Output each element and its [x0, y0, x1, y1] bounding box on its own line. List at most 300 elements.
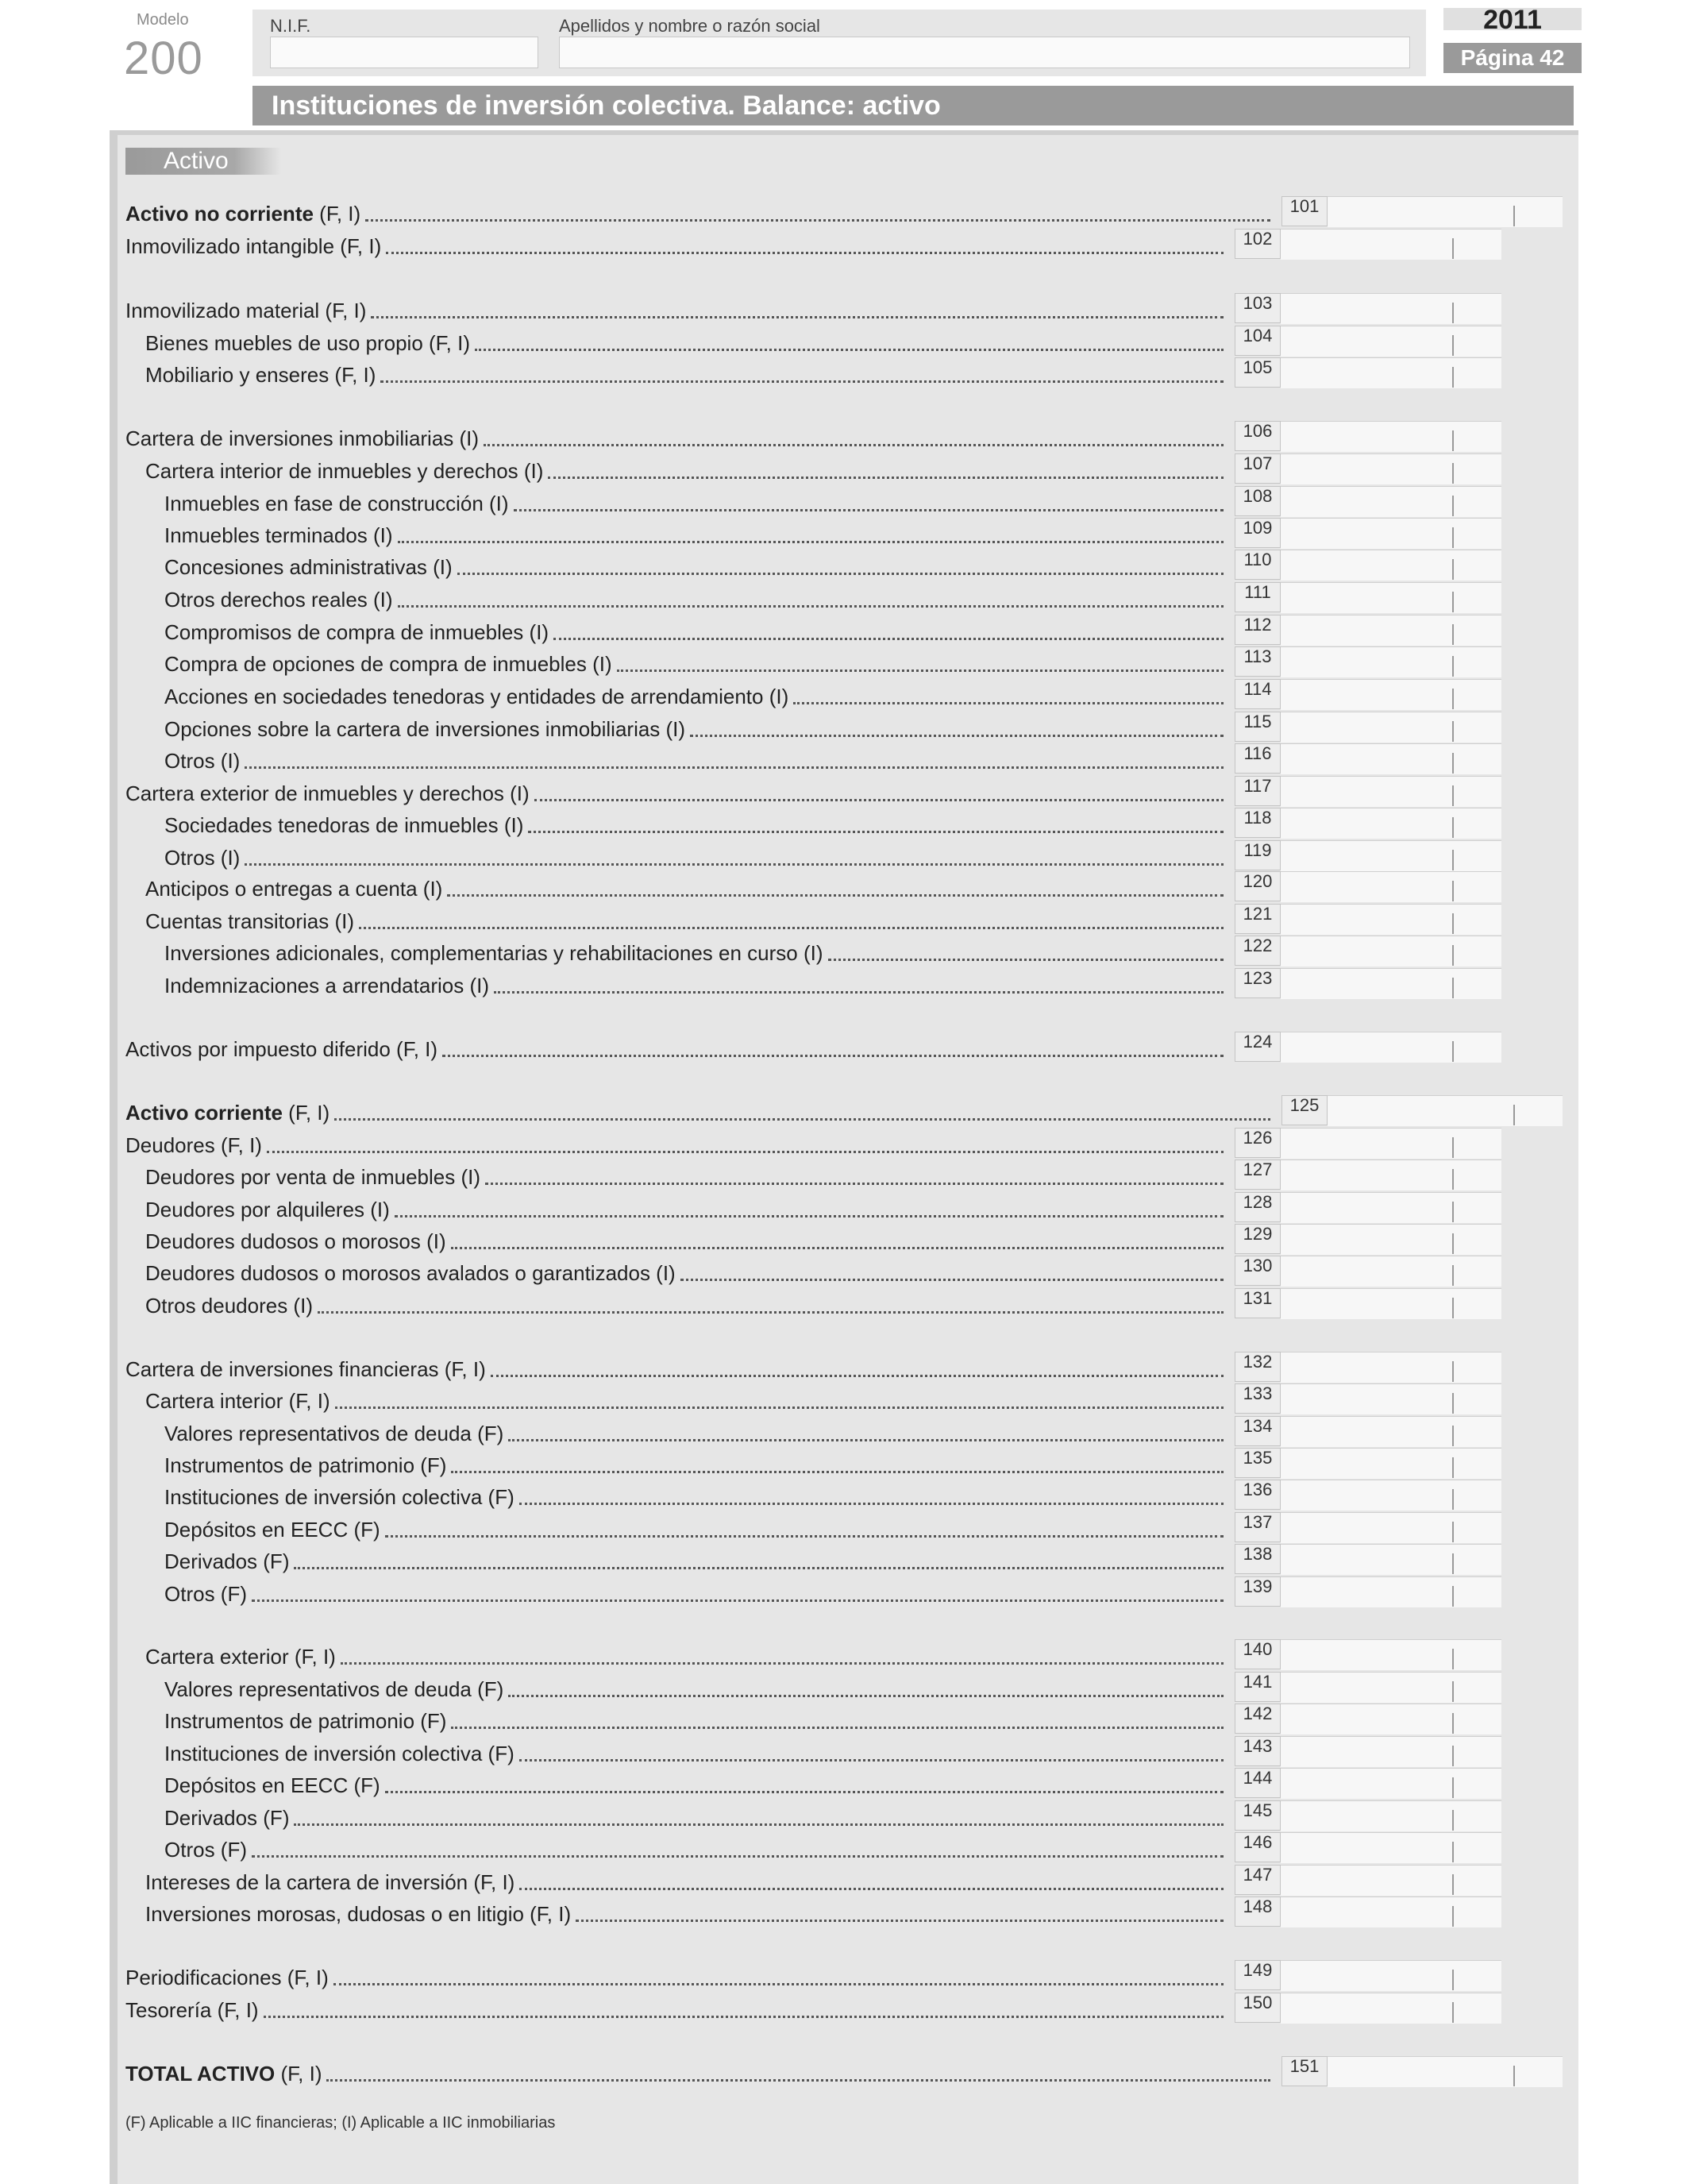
row-label-text: Compra de opciones de compra de inmuebles (I): [164, 652, 612, 676]
form-row: [0, 2056, 1688, 2088]
box-code: 140: [1235, 1639, 1281, 1669]
decimal-separator: [1452, 1970, 1454, 1990]
form-row: [0, 936, 1688, 967]
amount-field[interactable]: [1281, 1383, 1501, 1414]
row-label-bold: TOTAL ACTIVO: [125, 2062, 276, 2086]
dot-leader: [245, 863, 1224, 866]
dot-leader: [451, 1247, 1224, 1249]
box-code: 104: [1235, 326, 1281, 356]
form-row: [0, 582, 1688, 614]
decimal-separator: [1452, 1169, 1454, 1190]
dot-leader: [380, 380, 1224, 383]
dot-leader: [553, 638, 1224, 640]
form-row: [0, 1639, 1688, 1671]
row-label-text: Valores representativos de deuda (F): [164, 1677, 504, 1701]
amount-field[interactable]: [1281, 229, 1501, 260]
box-code: 119: [1235, 840, 1281, 870]
row-label-text: Depósitos en EECC (F): [164, 1773, 380, 1797]
box-code: 129: [1235, 1224, 1281, 1254]
decimal-separator: [1452, 335, 1454, 356]
dot-leader: [442, 1055, 1224, 1057]
dot-leader: [491, 1375, 1224, 1377]
panel-top-edge: [110, 130, 1578, 135]
row-label: [145, 1389, 330, 1414]
amount-field[interactable]: [1281, 1639, 1501, 1670]
amount-field[interactable]: [1281, 1576, 1501, 1607]
box-code: 134: [1235, 1416, 1281, 1446]
dot-leader: [528, 831, 1224, 833]
dot-leader: [398, 541, 1224, 543]
row-label-text: Deudores dudosos o morosos avalados o garantizados (I): [145, 1261, 676, 1285]
box-code: 103: [1235, 293, 1281, 323]
row-label-text: Cartera de inversiones financieras (F, I): [125, 1357, 486, 1381]
dot-leader: [267, 1151, 1224, 1153]
box-code: 126: [1235, 1128, 1281, 1158]
form-row: [0, 1224, 1688, 1256]
dot-leader: [534, 799, 1224, 801]
amount-field[interactable]: [1281, 615, 1501, 646]
box-code: 131: [1235, 1288, 1281, 1318]
decimal-separator: [1452, 463, 1454, 484]
decimal-separator: [1452, 978, 1454, 998]
row-label-text: Deudores por venta de inmuebles (I): [145, 1165, 481, 1189]
row-label: [125, 1133, 262, 1158]
amount-field[interactable]: [1281, 776, 1501, 807]
amount-field[interactable]: [1281, 421, 1501, 452]
form-row: [0, 326, 1688, 357]
decimal-separator: [1452, 689, 1454, 709]
form-row: [0, 1352, 1688, 1383]
row-label-text: Inmuebles terminados (I): [164, 523, 393, 547]
amount-field[interactable]: [1281, 1704, 1501, 1734]
dot-leader: [447, 894, 1224, 897]
dot-leader: [828, 959, 1224, 961]
amount-field[interactable]: [1281, 1960, 1501, 1991]
row-label: [164, 813, 523, 838]
dot-leader: [475, 349, 1224, 351]
row-label-text: (F, I): [313, 202, 361, 226]
amount-field[interactable]: [1328, 196, 1563, 227]
row-label: [164, 685, 788, 709]
amount-field[interactable]: [1281, 936, 1501, 967]
dot-leader: [365, 219, 1270, 222]
amount-field[interactable]: [1281, 357, 1501, 388]
amount-field[interactable]: [1281, 326, 1501, 357]
form-row: [0, 1736, 1688, 1768]
form-row: [0, 1095, 1688, 1127]
form-row: [0, 1383, 1688, 1415]
row-label: [125, 2062, 322, 2086]
amount-field[interactable]: [1281, 1672, 1501, 1703]
row-label-text: Instrumentos de patrimonio (F): [164, 1709, 447, 1733]
dot-leader: [326, 2079, 1270, 2082]
row-label: [164, 1742, 514, 1766]
form-row: [0, 1832, 1688, 1864]
row-label-text: Indemnizaciones a arrendatarios (I): [164, 974, 489, 997]
box-code: 136: [1235, 1480, 1281, 1510]
row-label: [164, 523, 393, 548]
amount-field[interactable]: [1281, 646, 1501, 677]
row-label-bold: Activo no corriente: [125, 202, 314, 226]
box-code: 128: [1235, 1192, 1281, 1222]
decimal-separator: [1452, 1649, 1454, 1669]
form-row: [0, 1480, 1688, 1511]
form-row: [0, 1288, 1688, 1320]
amount-field[interactable]: [1281, 1865, 1501, 1896]
amount-field[interactable]: [1281, 871, 1501, 902]
decimal-separator: [1452, 430, 1454, 451]
amount-field[interactable]: [1328, 1095, 1563, 1126]
row-label: [145, 459, 543, 484]
amount-field[interactable]: [1281, 1993, 1501, 2024]
amount-field[interactable]: [1281, 1800, 1501, 1831]
row-label-text: Periodificaciones (F, I): [125, 1966, 329, 1989]
amount-field[interactable]: [1281, 904, 1501, 935]
amount-field[interactable]: [1281, 1032, 1501, 1063]
row-label: [164, 1838, 247, 1862]
amount-field[interactable]: [1281, 1256, 1501, 1287]
form-row: [0, 1960, 1688, 1992]
amount-field[interactable]: [1281, 1448, 1501, 1479]
dot-leader: [395, 1215, 1224, 1217]
dot-leader: [793, 702, 1224, 704]
row-label-text: Cartera interior de inmuebles y derechos (I): [145, 459, 544, 483]
box-code: 150: [1235, 1993, 1281, 2023]
amount-field[interactable]: [1281, 486, 1501, 517]
amount-field[interactable]: [1281, 1288, 1501, 1319]
row-label-text: Inversiones morosas, dudosas o en litigio (F, I): [145, 1902, 572, 1926]
box-code: 147: [1235, 1865, 1281, 1895]
row-label: [125, 1101, 330, 1125]
amount-field[interactable]: [1281, 968, 1501, 999]
amount-field[interactable]: [1281, 453, 1501, 484]
box-code: 146: [1235, 1832, 1281, 1862]
decimal-separator: [1452, 1202, 1454, 1222]
form-row: [0, 712, 1688, 743]
row-label-bold: Activo corriente: [125, 1101, 283, 1125]
box-code: 125: [1281, 1095, 1328, 1125]
row-label: [164, 555, 453, 580]
amount-field[interactable]: [1281, 840, 1501, 871]
amount-field[interactable]: [1281, 1480, 1501, 1511]
section-header: Activo: [125, 148, 281, 175]
amount-field[interactable]: [1281, 293, 1501, 324]
box-code: 113: [1235, 646, 1281, 677]
decimal-separator: [1452, 238, 1454, 259]
box-code: 139: [1235, 1576, 1281, 1607]
dot-leader: [385, 1535, 1224, 1538]
box-code: 149: [1235, 1960, 1281, 1990]
row-label-text: Otros (F): [164, 1838, 247, 1862]
dot-leader: [264, 2016, 1224, 2018]
decimal-separator: [1452, 1906, 1454, 1927]
decimal-separator: [1452, 1041, 1454, 1062]
decimal-separator: [1452, 1489, 1454, 1510]
row-label-text: (F, I): [282, 1101, 330, 1125]
row-label: [125, 1037, 437, 1062]
amount-field[interactable]: [1281, 1736, 1501, 1767]
row-label: [164, 1582, 247, 1607]
dot-leader: [334, 1118, 1270, 1121]
box-code: 135: [1235, 1448, 1281, 1478]
row-label-text: Deudores por alquileres (I): [145, 1198, 390, 1221]
decimal-separator: [1452, 1586, 1454, 1607]
box-code: 120: [1235, 871, 1281, 901]
form-row: [0, 1865, 1688, 1897]
amount-field[interactable]: [1281, 550, 1501, 581]
form-row: [0, 1768, 1688, 1800]
form-row: [0, 453, 1688, 485]
row-label: [164, 1422, 503, 1446]
form-row: [0, 486, 1688, 518]
decimal-separator: [1452, 1681, 1454, 1702]
row-label: [125, 1966, 329, 1990]
row-label-text: Sociedades tenedoras de inmuebles (I): [164, 813, 524, 837]
box-code: 127: [1235, 1160, 1281, 1190]
dot-leader: [359, 927, 1224, 929]
amount-field[interactable]: [1281, 1160, 1501, 1190]
dot-leader: [294, 1567, 1224, 1569]
row-label: [125, 299, 366, 323]
amount-field[interactable]: [1328, 2056, 1563, 2087]
box-code: 118: [1235, 808, 1281, 838]
form-row: [0, 743, 1688, 775]
row-label-text: Valores representativos de deuda (F): [164, 1422, 504, 1445]
row-label: [145, 331, 470, 356]
amount-field[interactable]: [1281, 1768, 1501, 1799]
form-row: [0, 776, 1688, 808]
amount-field[interactable]: [1281, 1352, 1501, 1383]
form-row: [0, 1993, 1688, 2024]
dot-leader: [451, 1471, 1224, 1473]
form-row: [0, 293, 1688, 325]
row-label-text: Otros derechos reales (I): [164, 588, 393, 612]
row-label: [164, 1709, 446, 1734]
amount-field[interactable]: [1281, 582, 1501, 613]
decimal-separator: [1452, 496, 1454, 516]
row-label: [164, 717, 685, 742]
dot-leader: [690, 735, 1224, 737]
row-label-text: Bienes muebles de uso propio (F, I): [145, 331, 470, 355]
box-code: 117: [1235, 776, 1281, 806]
decimal-separator: [1452, 559, 1454, 580]
decimal-separator: [1452, 1553, 1454, 1574]
row-label: [125, 426, 479, 451]
row-label: [145, 1902, 571, 1927]
decimal-separator: [1513, 206, 1515, 226]
box-code: 122: [1235, 936, 1281, 966]
decimal-separator: [1452, 850, 1454, 870]
row-label: [145, 1229, 446, 1254]
box-code: 102: [1235, 229, 1281, 259]
box-code: 143: [1235, 1736, 1281, 1766]
form-row: [0, 871, 1688, 903]
row-label-text: Anticipos o entregas a cuenta (I): [145, 877, 443, 901]
row-label: [145, 1198, 390, 1222]
form-row: [0, 679, 1688, 711]
row-label-text: Deudores (F, I): [125, 1133, 262, 1157]
box-code: 112: [1235, 615, 1281, 645]
amount-field[interactable]: [1281, 1512, 1501, 1543]
dot-leader: [548, 477, 1224, 479]
decimal-separator: [1452, 1842, 1454, 1862]
row-label-text: Intereses de la cartera de inversión (F, I): [145, 1870, 515, 1894]
decimal-separator: [1452, 1361, 1454, 1382]
decimal-separator: [1452, 592, 1454, 612]
row-label-text: Cartera de inversiones inmobiliarias (I): [125, 426, 480, 450]
dot-leader: [514, 509, 1224, 511]
row-label-text: Concesiones administrativas (I): [164, 555, 453, 579]
row-label: [164, 749, 240, 774]
dot-leader: [294, 1823, 1224, 1826]
form-row: [0, 840, 1688, 872]
form-row: [0, 1576, 1688, 1608]
decimal-separator: [1452, 1810, 1454, 1831]
decimal-separator: [1452, 527, 1454, 548]
form-row: [0, 1512, 1688, 1544]
row-label-text: Tesorería (F, I): [125, 1998, 259, 2022]
form-row: [0, 808, 1688, 839]
amount-field[interactable]: [1281, 1832, 1501, 1863]
box-code: 121: [1235, 904, 1281, 934]
dot-leader: [519, 1759, 1224, 1761]
form-row: [0, 904, 1688, 936]
row-label: [164, 1677, 503, 1702]
amount-field[interactable]: [1281, 1224, 1501, 1255]
box-code: 145: [1235, 1800, 1281, 1831]
dot-leader: [335, 1406, 1224, 1409]
row-label: [145, 1645, 336, 1669]
row-label-text: Deudores dudosos o morosos (I): [145, 1229, 446, 1253]
row-label: [164, 1549, 289, 1574]
dot-leader: [245, 766, 1224, 769]
decimal-separator: [1452, 721, 1454, 742]
row-label: [164, 941, 823, 966]
box-code: 148: [1235, 1897, 1281, 1927]
row-label: [164, 974, 489, 998]
amount-field[interactable]: [1281, 1192, 1501, 1223]
decimal-separator: [1452, 1137, 1454, 1158]
row-label-text: Depósitos en EECC (F): [164, 1518, 380, 1542]
row-label-text: Cartera exterior de inmuebles y derechos (I): [125, 781, 530, 805]
decimal-separator: [1452, 1522, 1454, 1542]
box-code: 101: [1281, 196, 1328, 226]
box-code: 109: [1235, 518, 1281, 548]
amount-field[interactable]: [1281, 1128, 1501, 1159]
box-code: 138: [1235, 1544, 1281, 1574]
box-code: 137: [1235, 1512, 1281, 1542]
row-label: [145, 1261, 676, 1286]
form-row: [0, 1192, 1688, 1224]
dot-leader: [519, 1888, 1224, 1890]
box-code: 107: [1235, 453, 1281, 484]
row-label-text: Cartera interior (F, I): [145, 1389, 330, 1413]
name-field[interactable]: [559, 37, 1410, 68]
row-label: [164, 1773, 380, 1798]
decimal-separator: [1452, 785, 1454, 806]
box-code: 142: [1235, 1704, 1281, 1734]
dot-leader: [371, 316, 1224, 318]
form-row: [0, 646, 1688, 678]
amount-field[interactable]: [1281, 743, 1501, 774]
row-label-text: Otros (I): [164, 749, 241, 773]
row-label-text: Activos por impuesto diferido (F, I): [125, 1037, 438, 1061]
amount-field[interactable]: [1281, 1897, 1501, 1927]
form-row: [0, 1897, 1688, 1928]
row-label: [125, 202, 360, 226]
amount-field[interactable]: [1281, 518, 1501, 549]
nif-label: N.I.F.: [270, 16, 311, 36]
row-label-text: Otros (I): [164, 846, 241, 870]
amount-field[interactable]: [1281, 1544, 1501, 1575]
year-badge: 2011: [1443, 8, 1582, 30]
box-code: 123: [1235, 968, 1281, 998]
row-label-text: Inmuebles en fase de construcción (I): [164, 492, 509, 515]
row-label: [145, 363, 376, 388]
box-code: 144: [1235, 1768, 1281, 1798]
amount-field[interactable]: [1281, 808, 1501, 839]
amount-field[interactable]: [1281, 1416, 1501, 1447]
decimal-separator: [1452, 1713, 1454, 1734]
box-code: 141: [1235, 1672, 1281, 1702]
decimal-separator: [1452, 913, 1454, 934]
form-row: [0, 421, 1688, 453]
dot-leader: [398, 605, 1224, 608]
row-label-text: Acciones en sociedades tenedoras y entidades de arrendamiento (I): [164, 685, 789, 708]
row-label: [145, 1294, 313, 1318]
dot-leader: [576, 1920, 1224, 1922]
row-label: [164, 588, 393, 612]
form-row: [0, 1800, 1688, 1832]
form-row: [0, 1032, 1688, 1063]
row-label-text: Derivados (F): [164, 1806, 290, 1830]
decimal-separator: [1452, 656, 1454, 677]
dot-leader: [252, 1855, 1224, 1858]
form-row: [0, 1448, 1688, 1480]
form-row: [0, 229, 1688, 260]
row-label: [125, 1998, 259, 2023]
dot-leader: [457, 573, 1224, 575]
form-row: [0, 1704, 1688, 1735]
nif-field[interactable]: [270, 37, 538, 68]
row-label-text: Inmovilizado material (F, I): [125, 299, 367, 322]
row-label-text: Inversiones adicionales, complementarias y rehabilitaciones en curso (I): [164, 941, 823, 965]
form-row: [0, 1416, 1688, 1448]
form-row: [0, 1160, 1688, 1191]
dot-leader: [341, 1662, 1224, 1665]
decimal-separator: [1452, 1265, 1454, 1286]
row-label-text: (F, I): [275, 2062, 322, 2086]
decimal-separator: [1452, 1393, 1454, 1414]
row-label: [125, 234, 381, 259]
box-code: 115: [1235, 712, 1281, 742]
amount-field[interactable]: [1281, 679, 1501, 710]
decimal-separator: [1513, 2066, 1515, 2086]
form-row: [0, 968, 1688, 1000]
box-code: 110: [1235, 550, 1281, 580]
row-label: [145, 1870, 514, 1895]
box-code: 130: [1235, 1256, 1281, 1286]
dot-leader: [494, 991, 1224, 994]
modelo-number: 200: [124, 33, 203, 84]
row-label-text: Cuentas transitorias (I): [145, 909, 354, 933]
row-label: [164, 1518, 380, 1542]
decimal-separator: [1452, 1777, 1454, 1798]
amount-field[interactable]: [1281, 712, 1501, 743]
dot-leader: [508, 1695, 1224, 1697]
decimal-separator: [1452, 303, 1454, 323]
decimal-separator: [1513, 1105, 1515, 1125]
